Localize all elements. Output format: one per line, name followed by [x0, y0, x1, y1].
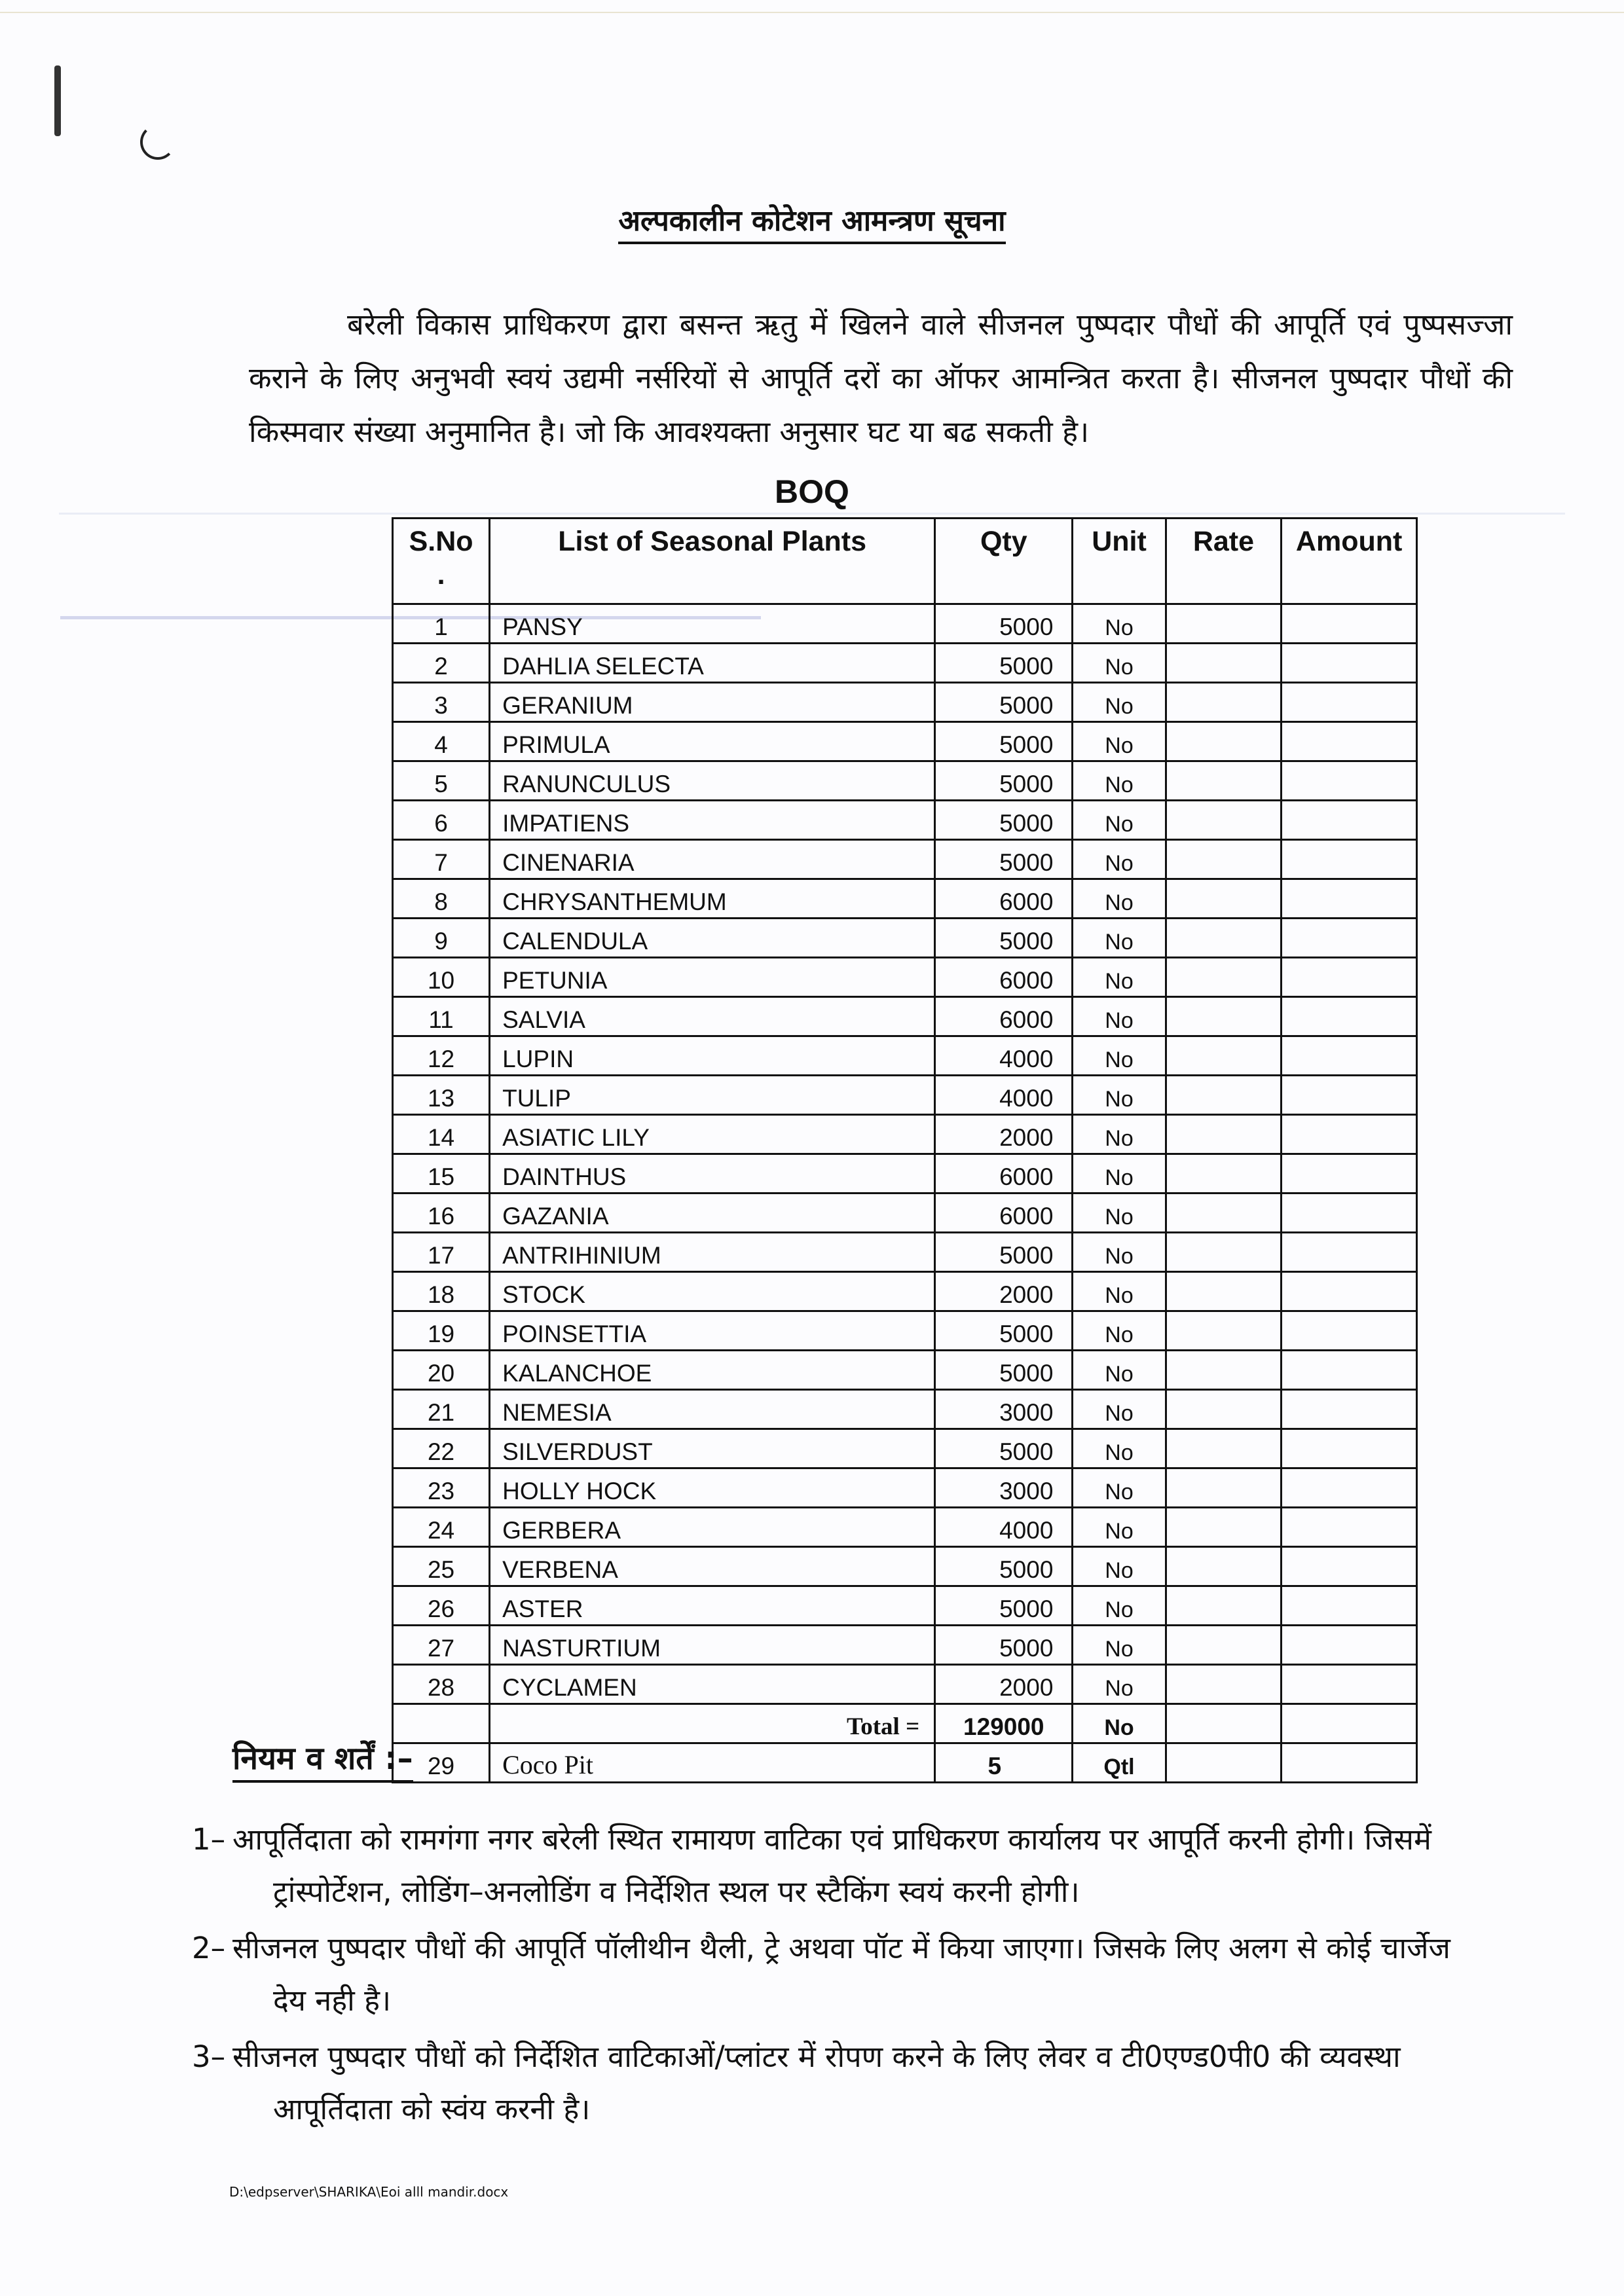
table-row	[393, 1390, 1417, 1429]
row-sno: 22	[393, 1429, 490, 1468]
row-unit: No	[1073, 722, 1166, 761]
row-amount	[1282, 761, 1417, 801]
row-sno: 16	[393, 1194, 490, 1233]
row-qty: 5000	[935, 683, 1073, 722]
boq-table-body	[393, 604, 1417, 1704]
row-sno: 7	[393, 840, 490, 879]
row-unit: No	[1073, 1233, 1166, 1272]
row-qty: 5000	[935, 1547, 1073, 1586]
row-unit: No	[1073, 879, 1166, 919]
table-row	[393, 1351, 1417, 1390]
header-plant-name: List of Seasonal Plants	[490, 519, 935, 604]
row-rate	[1166, 1194, 1282, 1233]
row-amount	[1282, 1154, 1417, 1194]
row-rate	[1166, 1429, 1282, 1468]
row-rate	[1166, 1076, 1282, 1115]
row-qty: 5000	[935, 1626, 1073, 1665]
row-amount	[1282, 1508, 1417, 1547]
row-unit: No	[1073, 1194, 1166, 1233]
row-qty: 4000	[935, 1508, 1073, 1547]
row-plant-name: LUPIN	[490, 1036, 935, 1076]
row-unit: No	[1073, 840, 1166, 879]
row-unit: No	[1073, 1390, 1166, 1429]
row-qty: 4000	[935, 1076, 1073, 1115]
row-sno: 23	[393, 1468, 490, 1508]
row-plant-name: SILVERDUST	[490, 1429, 935, 1468]
table-row	[393, 604, 1417, 644]
row-sno: 21	[393, 1390, 490, 1429]
row-plant-name: STOCK	[490, 1272, 935, 1311]
row-rate	[1166, 1272, 1282, 1311]
table-row	[393, 1154, 1417, 1194]
row-unit: No	[1073, 919, 1166, 958]
row-sno: 4	[393, 722, 490, 761]
row-sno: 26	[393, 1586, 490, 1626]
row-qty: 5	[935, 1743, 1073, 1783]
row-unit: No	[1073, 1626, 1166, 1665]
row-sno: 9	[393, 919, 490, 958]
boq-title: BOQ	[775, 473, 849, 510]
row-rate	[1166, 1311, 1282, 1351]
row-amount	[1282, 1194, 1417, 1233]
punch-hole-mark	[54, 65, 61, 136]
row-sno: 29	[393, 1743, 490, 1783]
term-item: 3– सीजनल पुष्पदार पौधों को निर्देशित वाटिकाओं/प्लांटर में रोपण करने के लिए लेवर व टी0एण्ड0पी0 की व्यवस्था आपूर्तिदाता को स्वंय करनी है।	[192, 2039, 1401, 2126]
table-row	[393, 919, 1417, 958]
term-item: 1– आपूर्तिदाता को रामगंगा नगर बरेली स्थित रामायण वाटिका एवं प्राधिकरण कार्यालय पर आपूर्ति करनी होगी। जिसमें ट्रांस्पोर्टेशन, लोडिंग–अनलोडिंग व निर्देशित स्थल पर स्टैकिंग स्वयं करनी होगी।	[192, 1822, 1431, 1909]
table-row	[393, 958, 1417, 997]
row-amount	[1282, 840, 1417, 879]
table-row	[393, 683, 1417, 722]
row-rate	[1166, 722, 1282, 761]
table-row	[393, 1233, 1417, 1272]
table-row	[393, 644, 1417, 683]
row-qty: 4000	[935, 1036, 1073, 1076]
row-plant-name: SALVIA	[490, 997, 935, 1036]
header-unit: Unit	[1073, 519, 1166, 604]
row-rate	[1166, 1154, 1282, 1194]
term-item: 2– सीजनल पुष्पदार पौधों की आपूर्ति पॉलीथीन थैली, ट्रे अथवा पॉट में किया जाएगा। जिसके लिए अलग से कोई चार्जेज देय नही है।	[192, 1931, 1450, 2018]
row-sno: 17	[393, 1233, 490, 1272]
row-unit: No	[1073, 1036, 1166, 1076]
row-sno: 20	[393, 1351, 490, 1390]
row-unit: No	[1073, 958, 1166, 997]
row-qty: 5000	[935, 604, 1073, 644]
row-unit: No	[1073, 761, 1166, 801]
table-row	[393, 1311, 1417, 1351]
row-sno: 27	[393, 1626, 490, 1665]
row-sno: 6	[393, 801, 490, 840]
row-plant-name: NASTURTIUM	[490, 1626, 935, 1665]
table-row	[393, 1194, 1417, 1233]
row-rate	[1166, 1115, 1282, 1154]
row-qty: 5000	[935, 1311, 1073, 1351]
row-plant-name: GAZANIA	[490, 1194, 935, 1233]
table-row	[393, 1115, 1417, 1154]
row-amount	[1282, 604, 1417, 644]
row-rate	[1166, 1665, 1282, 1704]
row-qty: 5000	[935, 919, 1073, 958]
row-plant-name: PANSY	[490, 604, 935, 644]
row-sno: 2	[393, 644, 490, 683]
row-plant-name: DAHLIA SELECTA	[490, 644, 935, 683]
row-plant-name: TULIP	[490, 1076, 935, 1115]
row-amount	[1282, 1036, 1417, 1076]
header-sno-dot: .	[437, 559, 445, 591]
row-rate	[1166, 1626, 1282, 1665]
row-plant-name: PRIMULA	[490, 722, 935, 761]
row-sno: 18	[393, 1272, 490, 1311]
row-unit: Qtl	[1073, 1743, 1166, 1783]
terms-list	[192, 1813, 1490, 2136]
row-sno: 15	[393, 1154, 490, 1194]
row-qty: 6000	[935, 1194, 1073, 1233]
row-unit: No	[1073, 997, 1166, 1036]
row-amount	[1282, 644, 1417, 683]
intro-paragraph: बरेली विकास प्राधिकरण द्वारा बसन्त ऋतु में खिलने वाले सीजनल पुष्पदार पौधों की आपूर्ति एवं पुष्पसज्जा कराने के लिए अनुभवी स्वयं उद्यमी नर्सरियों से आपूर्ति दरों का ऑफर आमन्त्रित करता है। सीजनल पुष्पदार पौधों की किस्मवार संख्या अनुमानित है। जो कि आवश्यक्ता अनुसार घट या बढ सकती है।	[249, 307, 1513, 449]
row-qty: 3000	[935, 1390, 1073, 1429]
row-amount	[1282, 1272, 1417, 1311]
scan-page-edge	[0, 12, 1624, 13]
row-plant-name: CINENARIA	[490, 840, 935, 879]
row-qty: 5000	[935, 761, 1073, 801]
row-qty: 6000	[935, 997, 1073, 1036]
row-amount	[1282, 1626, 1417, 1665]
row-qty: 2000	[935, 1272, 1073, 1311]
row-sno: 14	[393, 1115, 490, 1154]
row-amount	[1282, 1429, 1417, 1468]
row-plant-name: ASTER	[490, 1586, 935, 1626]
header-sno	[393, 519, 490, 604]
header-amount: Amount	[1282, 519, 1417, 604]
row-plant-name: GERBERA	[490, 1508, 935, 1547]
row-amount	[1282, 1076, 1417, 1115]
table-row	[393, 1429, 1417, 1468]
row-qty: 6000	[935, 879, 1073, 919]
row-unit: No	[1073, 1311, 1166, 1351]
row-plant-name: IMPATIENS	[490, 801, 935, 840]
document-title-text: अल्पकालीन कोटेशन आमन्त्रण सूचना	[618, 204, 1005, 244]
row-plant-name: CHRYSANTHEMUM	[490, 879, 935, 919]
row-amount	[1282, 1115, 1417, 1154]
row-unit: No	[1073, 604, 1166, 644]
row-amount	[1282, 1351, 1417, 1390]
row-rate	[1166, 1233, 1282, 1272]
row-unit: No	[1073, 1429, 1166, 1468]
table-row	[393, 1743, 1417, 1783]
total-unit: No	[1073, 1704, 1166, 1743]
row-amount	[1282, 1586, 1417, 1626]
table-row	[393, 801, 1417, 840]
row-rate	[1166, 644, 1282, 683]
row-plant-name: PETUNIA	[490, 958, 935, 997]
row-unit: No	[1073, 1547, 1166, 1586]
table-row	[393, 1665, 1417, 1704]
row-qty: 5000	[935, 840, 1073, 879]
table-row	[393, 722, 1417, 761]
row-sno: 3	[393, 683, 490, 722]
table-row	[393, 1076, 1417, 1115]
row-sno: 25	[393, 1547, 490, 1586]
scan-arc-mark	[140, 124, 175, 160]
row-unit: No	[1073, 1508, 1166, 1547]
table-row	[393, 997, 1417, 1036]
row-plant-name: DAINTHUS	[490, 1154, 935, 1194]
table-row	[393, 1586, 1417, 1626]
row-sno: 24	[393, 1508, 490, 1547]
row-rate	[1166, 840, 1282, 879]
row-qty: 5000	[935, 801, 1073, 840]
row-rate	[1166, 1036, 1282, 1076]
row-rate	[1166, 997, 1282, 1036]
row-rate	[1166, 761, 1282, 801]
total-qty: 129000	[935, 1704, 1073, 1743]
row-rate	[1166, 1351, 1282, 1390]
row-sno: 5	[393, 761, 490, 801]
row-rate	[1166, 919, 1282, 958]
header-rate: Rate	[1166, 519, 1282, 604]
scan-artifact-line	[59, 513, 1565, 515]
row-amount	[1282, 958, 1417, 997]
table-header-row	[393, 519, 1417, 604]
row-rate	[1166, 683, 1282, 722]
row-sno: 28	[393, 1665, 490, 1704]
row-rate	[1166, 801, 1282, 840]
row-amount	[1282, 722, 1417, 761]
boq-table	[392, 517, 1418, 1783]
row-unit: No	[1073, 644, 1166, 683]
row-amount	[1282, 1311, 1417, 1351]
row-sno: 13	[393, 1076, 490, 1115]
row-amount	[1282, 997, 1417, 1036]
document-title	[0, 200, 1624, 239]
table-row	[393, 840, 1417, 879]
row-qty: 6000	[935, 1154, 1073, 1194]
row-plant-name: VERBENA	[490, 1547, 935, 1586]
row-amount	[1282, 1390, 1417, 1429]
row-rate	[1166, 1586, 1282, 1626]
row-qty: 5000	[935, 1429, 1073, 1468]
row-unit: No	[1073, 1665, 1166, 1704]
term-text: आपूर्तिदाता को रामगंगा नगर बरेली स्थित रामायण वाटिका एवं प्राधिकरण कार्यालय पर आपूर्ति करनी होगी। जिसमें ट्रांस्पोर्टेशन, लोडिंग–अनलोडिंग व निर्देशित स्थल पर स्टैकिंग स्वयं करनी होगी।	[232, 1822, 1431, 1909]
row-unit: No	[1073, 1586, 1166, 1626]
row-amount	[1282, 683, 1417, 722]
table-row	[393, 879, 1417, 919]
row-amount	[1282, 1743, 1417, 1783]
row-qty: 2000	[935, 1115, 1073, 1154]
row-plant-name: Coco Pit	[490, 1743, 935, 1783]
table-row	[393, 1468, 1417, 1508]
row-rate	[1166, 1547, 1282, 1586]
row-sno: 1	[393, 604, 490, 644]
row-qty: 5000	[935, 1586, 1073, 1626]
row-amount	[1282, 801, 1417, 840]
footer-file-path: D:\edpserver\SHARIKA\Eoi alll mandir.docx	[229, 2184, 509, 2200]
row-plant-name: NEMESIA	[490, 1390, 935, 1429]
row-rate	[1166, 958, 1282, 997]
row-amount	[1282, 879, 1417, 919]
total-rate-cell	[1166, 1704, 1282, 1743]
row-plant-name: CALENDULA	[490, 919, 935, 958]
table-row	[393, 1272, 1417, 1311]
row-rate	[1166, 1508, 1282, 1547]
row-amount	[1282, 1547, 1417, 1586]
row-unit: No	[1073, 1272, 1166, 1311]
table-row	[393, 1547, 1417, 1586]
row-plant-name: CYCLAMEN	[490, 1665, 935, 1704]
row-qty: 5000	[935, 1233, 1073, 1272]
row-sno: 19	[393, 1311, 490, 1351]
row-unit: No	[1073, 683, 1166, 722]
row-qty: 3000	[935, 1468, 1073, 1508]
row-unit: No	[1073, 1351, 1166, 1390]
term-text: सीजनल पुष्पदार पौधों की आपूर्ति पॉलीथीन थैली, ट्रे अथवा पॉट में किया जाएगा। जिसके लिए अलग से कोई चार्जेज देय नही है।	[232, 1931, 1450, 2018]
term-text: सीजनल पुष्पदार पौधों को निर्देशित वाटिकाओं/प्लांटर में रोपण करने के लिए लेवर व टी0एण्ड0पी0 की व्यवस्था आपूर्तिदाता को स्वंय करनी है।	[232, 2039, 1401, 2126]
total-row	[393, 1704, 1417, 1743]
total-amount-cell	[1282, 1704, 1417, 1743]
row-plant-name: ASIATIC LILY	[490, 1115, 935, 1154]
row-plant-name: ANTRIHINIUM	[490, 1233, 935, 1272]
row-unit: No	[1073, 1076, 1166, 1115]
table-row	[393, 1036, 1417, 1076]
row-plant-name: POINSETTIA	[490, 1311, 935, 1351]
table-row	[393, 1626, 1417, 1665]
row-amount	[1282, 1233, 1417, 1272]
header-qty: Qty	[935, 519, 1073, 604]
row-plant-name: GERANIUM	[490, 683, 935, 722]
row-sno: 11	[393, 997, 490, 1036]
row-rate	[1166, 604, 1282, 644]
row-sno: 8	[393, 879, 490, 919]
terms-heading: नियम व शर्तें :–	[232, 1736, 413, 1783]
row-rate	[1166, 879, 1282, 919]
row-qty: 5000	[935, 722, 1073, 761]
row-rate	[1166, 1468, 1282, 1508]
table-row	[393, 761, 1417, 801]
row-unit: No	[1073, 801, 1166, 840]
row-rate	[1166, 1390, 1282, 1429]
total-label: Total =	[490, 1704, 935, 1743]
row-qty: 5000	[935, 644, 1073, 683]
row-plant-name: HOLLY HOCK	[490, 1468, 935, 1508]
row-amount	[1282, 919, 1417, 958]
row-qty: 6000	[935, 958, 1073, 997]
row-unit: No	[1073, 1115, 1166, 1154]
row-sno: 10	[393, 958, 490, 997]
row-plant-name: RANUNCULUS	[490, 761, 935, 801]
row-plant-name: KALANCHOE	[490, 1351, 935, 1390]
row-qty: 5000	[935, 1351, 1073, 1390]
row-amount	[1282, 1665, 1417, 1704]
row-rate	[1166, 1743, 1282, 1783]
header-sno-label: S.No	[409, 526, 473, 557]
row-sno: 12	[393, 1036, 490, 1076]
row-qty: 2000	[935, 1665, 1073, 1704]
row-amount	[1282, 1468, 1417, 1508]
row-unit: No	[1073, 1468, 1166, 1508]
row-unit: No	[1073, 1154, 1166, 1194]
table-row	[393, 1508, 1417, 1547]
